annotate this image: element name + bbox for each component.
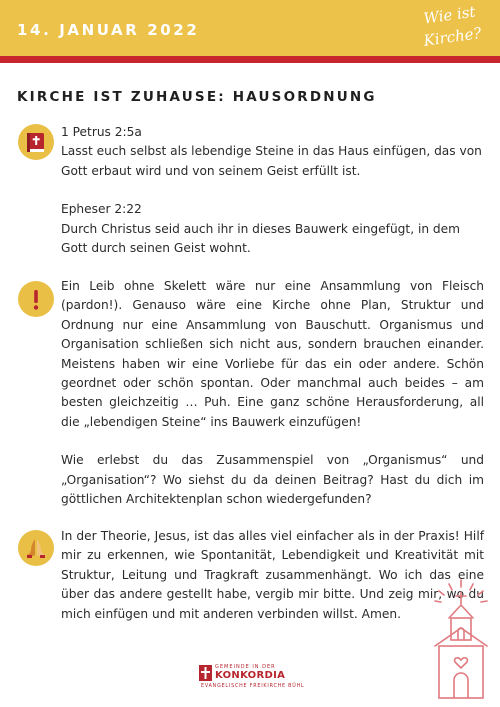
prayer-block (61, 527, 484, 624)
church-logo (199, 663, 303, 693)
reflection-block (61, 277, 484, 509)
logo-line3: EVANGELISCHE FREIKIRCHE BÜHL (201, 684, 305, 689)
verse-reference: 1 Petrus 2:5a (61, 125, 142, 139)
series-title-line2: Kirche? (422, 23, 483, 50)
reflection-question: Wie erlebst du das Zusammenspiel von „Organismus“ und „Organisation“? Wo siehst du da deinen Beitrag? Hast du dich im göttlichen Architektenplan schon wiedergefunden? (61, 453, 484, 507)
series-title-line1: Wie ist (422, 2, 477, 28)
logo-line2: KONKORDIA (215, 670, 286, 681)
verse-reference: Epheser 2:22 (61, 202, 142, 217)
logo-mark-icon (199, 665, 212, 681)
bible-verses-block (61, 123, 484, 258)
bible-icon (18, 124, 54, 160)
verse-text: Durch Christus seid auch ihr in dieses Bauwerk eingefügt, in dem Gott durch seinen Geist wohnt. (61, 221, 461, 256)
page-title: KIRCHE IST ZUHAUSE: HAUSORDNUNG (17, 89, 377, 105)
series-title (409, 0, 492, 53)
header-divider (0, 56, 500, 63)
exclamation-icon (18, 281, 54, 317)
church-icon (427, 578, 495, 700)
verse-text: Lasst euch selbst als lebendige Steine in das Haus einfügen, das von Gott erbaut wird und von seinem Geist erfüllt ist. (61, 144, 482, 178)
reflection-paragraph: Ein Leib ohne Skelett wäre nur eine Ansammlung von Fleisch (pardon!). Genauso wäre eine Kirche ohne Plan, Struktur und Ordnung nur eine Ansammlung von Bauschutt. Organismus und Organisation schließen sich nicht aus, sondern brauchen einander. Meistens haben wir eine Vorliebe für das ein oder andere. Schön geordnet oder schön spontan. Oder manchmal auch beides – am besten gleichzeitig … Puh. Eine ganz schöne Herausforderung, all die „lebendigen Steine“ ins Bauwerk einzufügen! (61, 279, 484, 429)
header-bar (0, 0, 500, 56)
logo-line1: GEMEINDE IN DER (215, 664, 276, 670)
praying-hands-icon (18, 530, 54, 566)
date-label: 14. JANUAR 2022 (17, 21, 200, 39)
prayer-text: In der Theorie, Jesus, ist das alles viel einfacher als in der Praxis! Hilf mir zu erkennen, wie Spontanität, Lebendigkeit und Kreativität mit Struktur, Leitung und Tragkraft zusammenhängt. Wo ich das eine über das andere gestellt habe, vergib mir bitte. Und zeig mir, wo du mich einfügen und mit anderen verbinden willst. Amen. (61, 529, 484, 621)
